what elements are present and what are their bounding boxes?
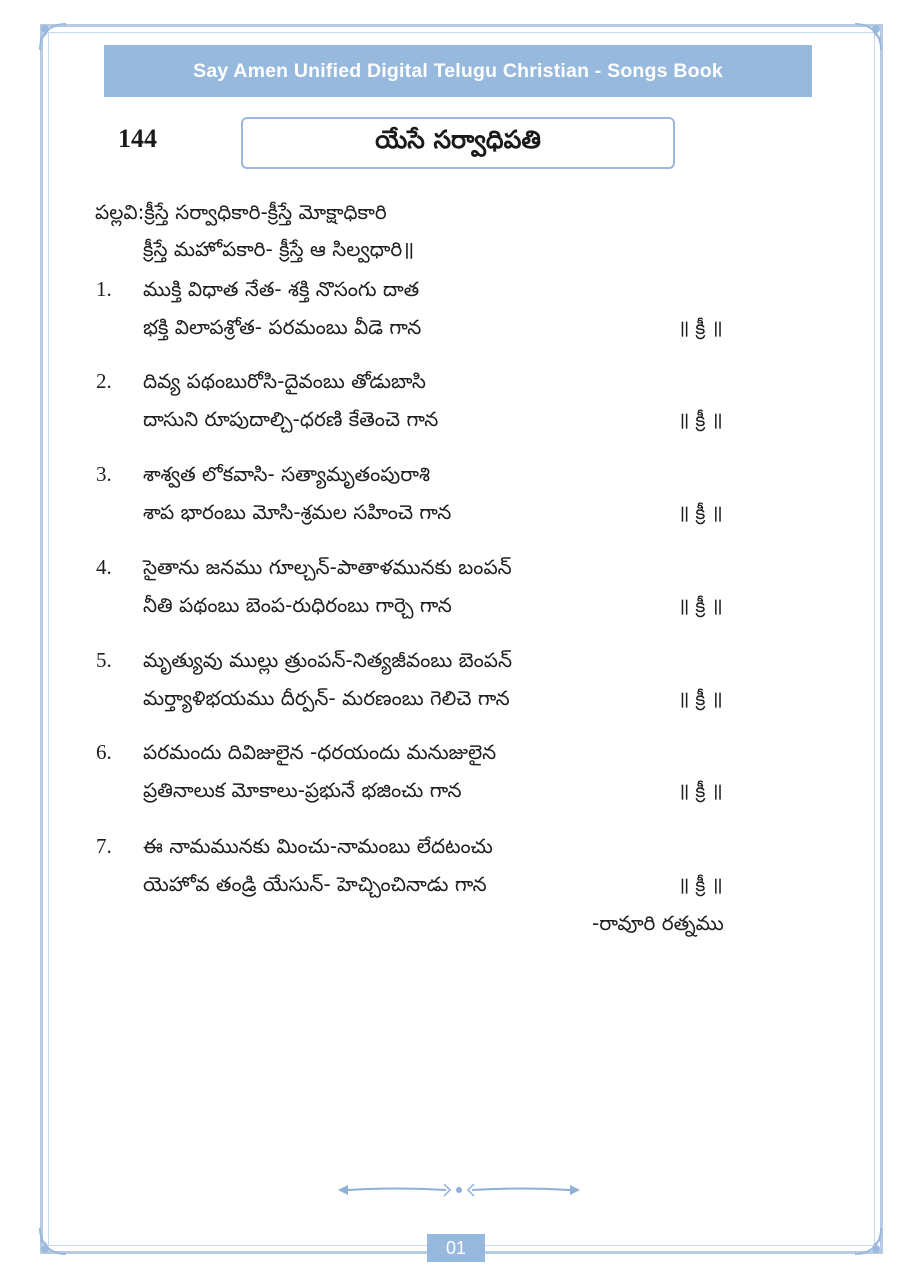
verse-number: 5. bbox=[96, 648, 112, 672]
verse-line: శాశ్వత లోకవాసి- సత్యామృతంపురాశి bbox=[143, 462, 430, 486]
header-banner bbox=[104, 45, 812, 97]
verse-number: 2. bbox=[96, 369, 112, 393]
verse-line: దాసుని రూపుదాల్చి-ధరణి కేతెంచె గాన bbox=[143, 407, 439, 431]
song-title: యేసే సర్వాధిపతి bbox=[375, 125, 541, 154]
corner-ornament-icon bbox=[36, 1224, 70, 1258]
verse-line: మృత్యువు ముల్లు త్రుంపన్-నిత్యజీవంబు బెంపన్ bbox=[143, 648, 513, 672]
song-title-box bbox=[241, 117, 675, 169]
verse-number: 7. bbox=[96, 834, 112, 858]
refrain-marker: ॥ క్రీ ॥ bbox=[678, 409, 723, 431]
pallavi-line-1: పల్లవి:క్రీస్తే సర్వాధికారి-క్రీస్తే మోక్షాధికారి bbox=[95, 200, 387, 224]
verse-line: మర్త్యాళిభయము దీర్పన్- మరణంబు గెలిచె గాన bbox=[143, 686, 510, 710]
verse-line: సైతాను జనము గూల్చన్-పాతాళమునకు బంపన్ bbox=[143, 555, 512, 579]
verse-line: పరమందు దివిజులైన -ధరయందు మనుజులైన bbox=[143, 740, 497, 764]
refrain-marker: ॥ క్రీ ॥ bbox=[678, 502, 723, 524]
verse-number: 4. bbox=[96, 555, 112, 579]
refrain-marker: ॥ క్రీ ॥ bbox=[678, 780, 723, 802]
verse-line: ముక్తి విధాత నేత- శక్తి నొసంగు దాత bbox=[143, 277, 420, 301]
pallavi-line-2: క్రీస్తే మహోపకారి- క్రీస్తే ఆ సిల్వధారి॥ bbox=[143, 237, 415, 261]
page-number-badge bbox=[427, 1234, 485, 1262]
verse-line: ప్రతినాలుక మోకాలు-ప్రభునే భజించు గాన bbox=[143, 778, 462, 802]
page-number: 01 bbox=[445, 1237, 467, 1258]
song-author: -రావూరి రత్నము bbox=[592, 911, 724, 935]
verse-line: శాప భారంబు మోసి-శ్రమల సహించె గాన bbox=[143, 500, 452, 524]
refrain-marker: ॥ క్రీ ॥ bbox=[678, 688, 723, 710]
refrain-marker: ॥ క్రీ ॥ bbox=[678, 595, 723, 617]
corner-ornament-icon bbox=[851, 20, 885, 54]
verse-line: భక్తి విలాపశ్రోత- పరమంబు వీడె గాన bbox=[143, 315, 422, 339]
corner-ornament-icon bbox=[851, 1224, 885, 1258]
book-title: Say Amen Unified Digital Telugu Christian - Songs Book bbox=[193, 59, 723, 82]
verse-number: 3. bbox=[96, 462, 112, 486]
refrain-marker: ॥ క్రీ ॥ bbox=[678, 874, 723, 896]
song-number: 144 bbox=[118, 124, 157, 153]
refrain-marker: ॥ క్రీ ॥ bbox=[678, 317, 723, 339]
verse-line: నీతి పథంబు బెంప-రుధిరంబు గార్చె గాన bbox=[143, 593, 452, 617]
verse-number: 6. bbox=[96, 740, 112, 764]
verse-line: యెహోవ తండ్రి యేసున్- హెచ్చించినాడు గాన bbox=[143, 872, 487, 896]
footer-ornament-icon bbox=[336, 1180, 582, 1200]
verse-line: ఈ నామమునకు మించు-నామంబు లేదటంచు bbox=[143, 834, 493, 858]
verse-line: దివ్య పథంబురోసి-దైవంబు తోడుబాసి bbox=[143, 369, 426, 393]
corner-ornament-icon bbox=[36, 20, 70, 54]
verse-number: 1. bbox=[96, 277, 112, 301]
